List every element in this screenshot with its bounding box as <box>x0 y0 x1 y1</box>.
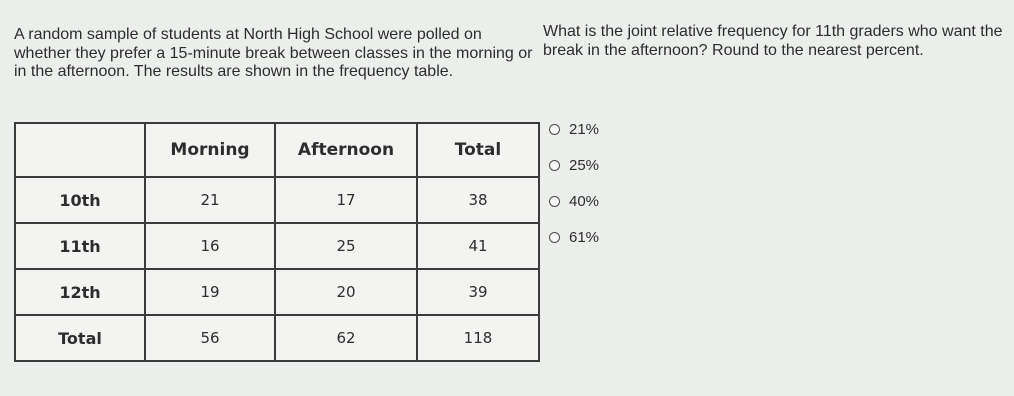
answer-option[interactable] <box>549 147 599 183</box>
table-cell: 39 <box>417 269 539 315</box>
answer-option[interactable] <box>549 183 599 219</box>
table-cell: 62 <box>275 315 417 361</box>
header-total: Total <box>417 123 539 177</box>
answer-option-label: 61% <box>569 228 600 246</box>
table-cell: 19 <box>145 269 275 315</box>
row-label: 10th <box>15 177 145 223</box>
table-row <box>15 269 539 315</box>
header-morning: Morning <box>145 123 275 177</box>
row-label: 12th <box>15 269 145 315</box>
answer-option-label: 40% <box>569 192 600 210</box>
table-cell: 41 <box>417 223 539 269</box>
radio-button[interactable] <box>549 124 560 135</box>
table-header-row <box>15 123 539 177</box>
answer-option-label: 21% <box>569 120 600 138</box>
table-corner-cell <box>15 123 145 177</box>
table-row <box>15 177 539 223</box>
radio-button[interactable] <box>549 160 560 171</box>
problem-stem: A random sample of students at North High School were polled on whether they prefer a 15-minute break between classes in the morning or in the afternoon. The results are shown in the frequency table. <box>14 26 533 80</box>
table-cell: 56 <box>145 315 275 361</box>
table-cell: 38 <box>417 177 539 223</box>
table-row <box>15 315 539 361</box>
table-cell: 16 <box>145 223 275 269</box>
frequency-table <box>14 122 540 362</box>
table-cell: 21 <box>145 177 275 223</box>
table-cell: 25 <box>275 223 417 269</box>
radio-button[interactable] <box>549 232 560 243</box>
header-afternoon: Afternoon <box>275 123 417 177</box>
table-row <box>15 223 539 269</box>
row-label: 11th <box>15 223 145 269</box>
table-cell: 20 <box>275 269 417 315</box>
radio-button[interactable] <box>549 196 560 207</box>
answer-option[interactable] <box>549 111 599 147</box>
question-text: What is the joint relative frequency for 11th graders who want the break in the afternoon? Round to the nearest percent. <box>543 23 1003 59</box>
answer-option[interactable] <box>549 219 599 255</box>
answer-option-label: 25% <box>569 156 600 174</box>
answer-choices <box>549 111 599 255</box>
table-cell: 17 <box>275 177 417 223</box>
row-label: Total <box>15 315 145 361</box>
table-cell: 118 <box>417 315 539 361</box>
